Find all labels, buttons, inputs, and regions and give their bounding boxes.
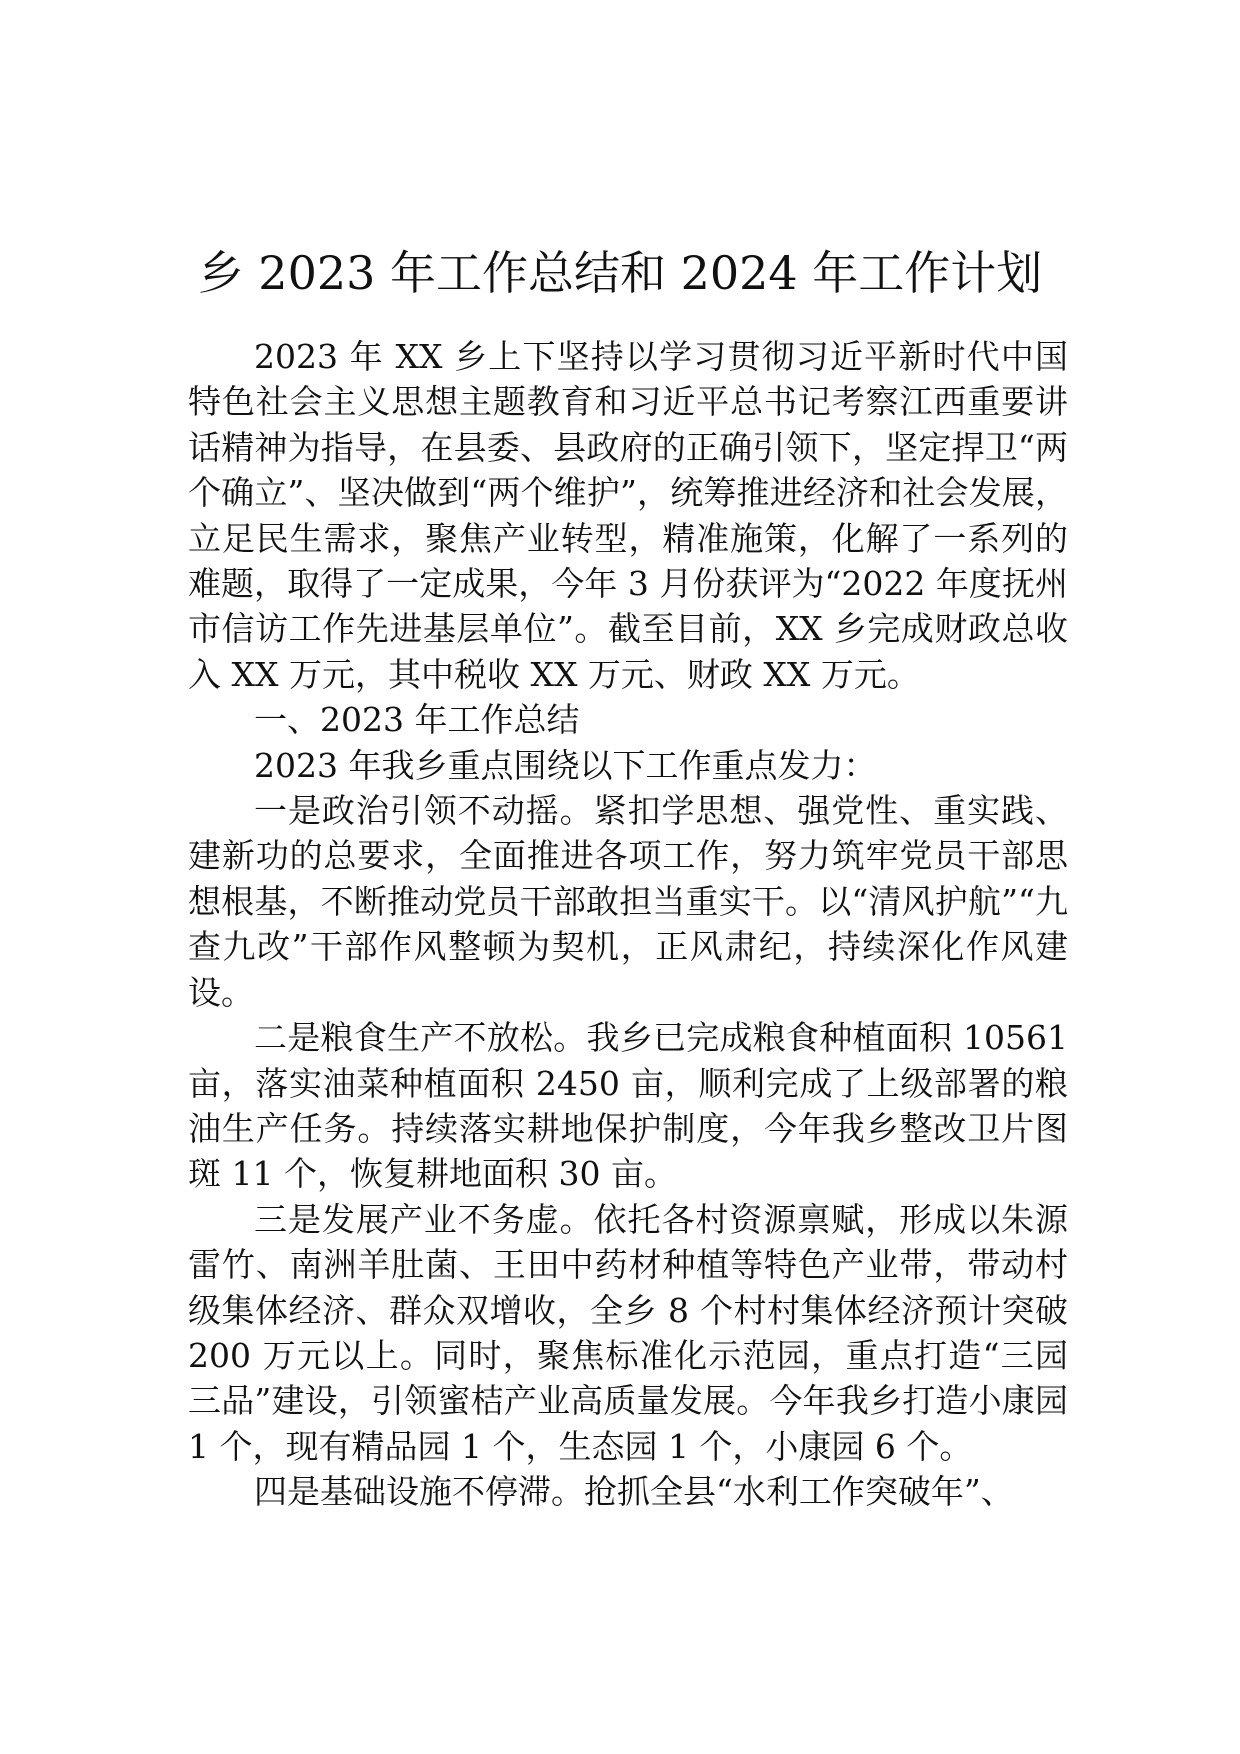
section-heading: 一、2023 年工作总结 — [254, 700, 580, 740]
section-lead-paragraph: 2023 年我乡重点围绕以下工作重点发力： — [254, 745, 877, 785]
politics-paragraph: 一是政治引领不动摇。紧扣学思想、强党性、重实践、建新功的总要求，全面推进各项工作，努力筑牢党员干部思想根基，不断推动党员干部敢担当重实干。以“清风护航”“九查九改”干部作风整顿为契机，正风肃纪，持续深化作风建设。 — [188, 791, 1068, 1012]
document-title: 乡 2023 年工作总结和 2024 年工作计划 — [197, 245, 1043, 300]
grain-paragraph: 二是粮食生产不放松。我乡已完成粮食种植面积 10561 亩，落实油菜种植面积 2450 亩，顺利完成了上级部署的粮油生产任务。持续落实耕地保护制度，今年我乡整改卫片图斑 11 个，恢复耕地面积 30 亩。 — [188, 1018, 1068, 1194]
infrastructure-paragraph: 四是基础设施不停滞。抢抓全县“水利工作突破年”、 — [254, 1472, 1014, 1512]
intro-paragraph: 2023 年 XX 乡上下坚持以学习贯彻习近平新时代中国特色社会主义思想主题教育和习近平总书记考察江西重要讲话精神为指导，在县委、县政府的正确引领下，坚定捍卫“两个确立”、坚决做到“两个维护”，统筹推进经济和社会发展，立足民生需求，聚焦产业转型，精准施策，化解了一系列的难题，取得了一定成果，今年 3 月份获评为“2022 年度抚州市信访工作先进基层单位”。截至目前，XX 乡完成财政总收入 XX 万元，其中税收 XX 万元、财政 XX 万元。 — [188, 337, 1068, 694]
document-body — [188, 334, 1068, 1515]
industry-paragraph: 三是发展产业不务虚。依托各村资源禀赋，形成以朱源雷竹、南洲羊肚菌、王田中药材种植等特色产业带，带动村级集体经济、群众双增收，全乡 8 个村村集体经济预计突破 200 万元以上。同时，聚焦标准化示范园，重点打造“三园三品”建设，引领蜜桔产业高质量发展。今年我乡打造小康园 1 个，现有精品园 1 个，生态园 1 个，小康园 6 个。 — [188, 1199, 1068, 1466]
